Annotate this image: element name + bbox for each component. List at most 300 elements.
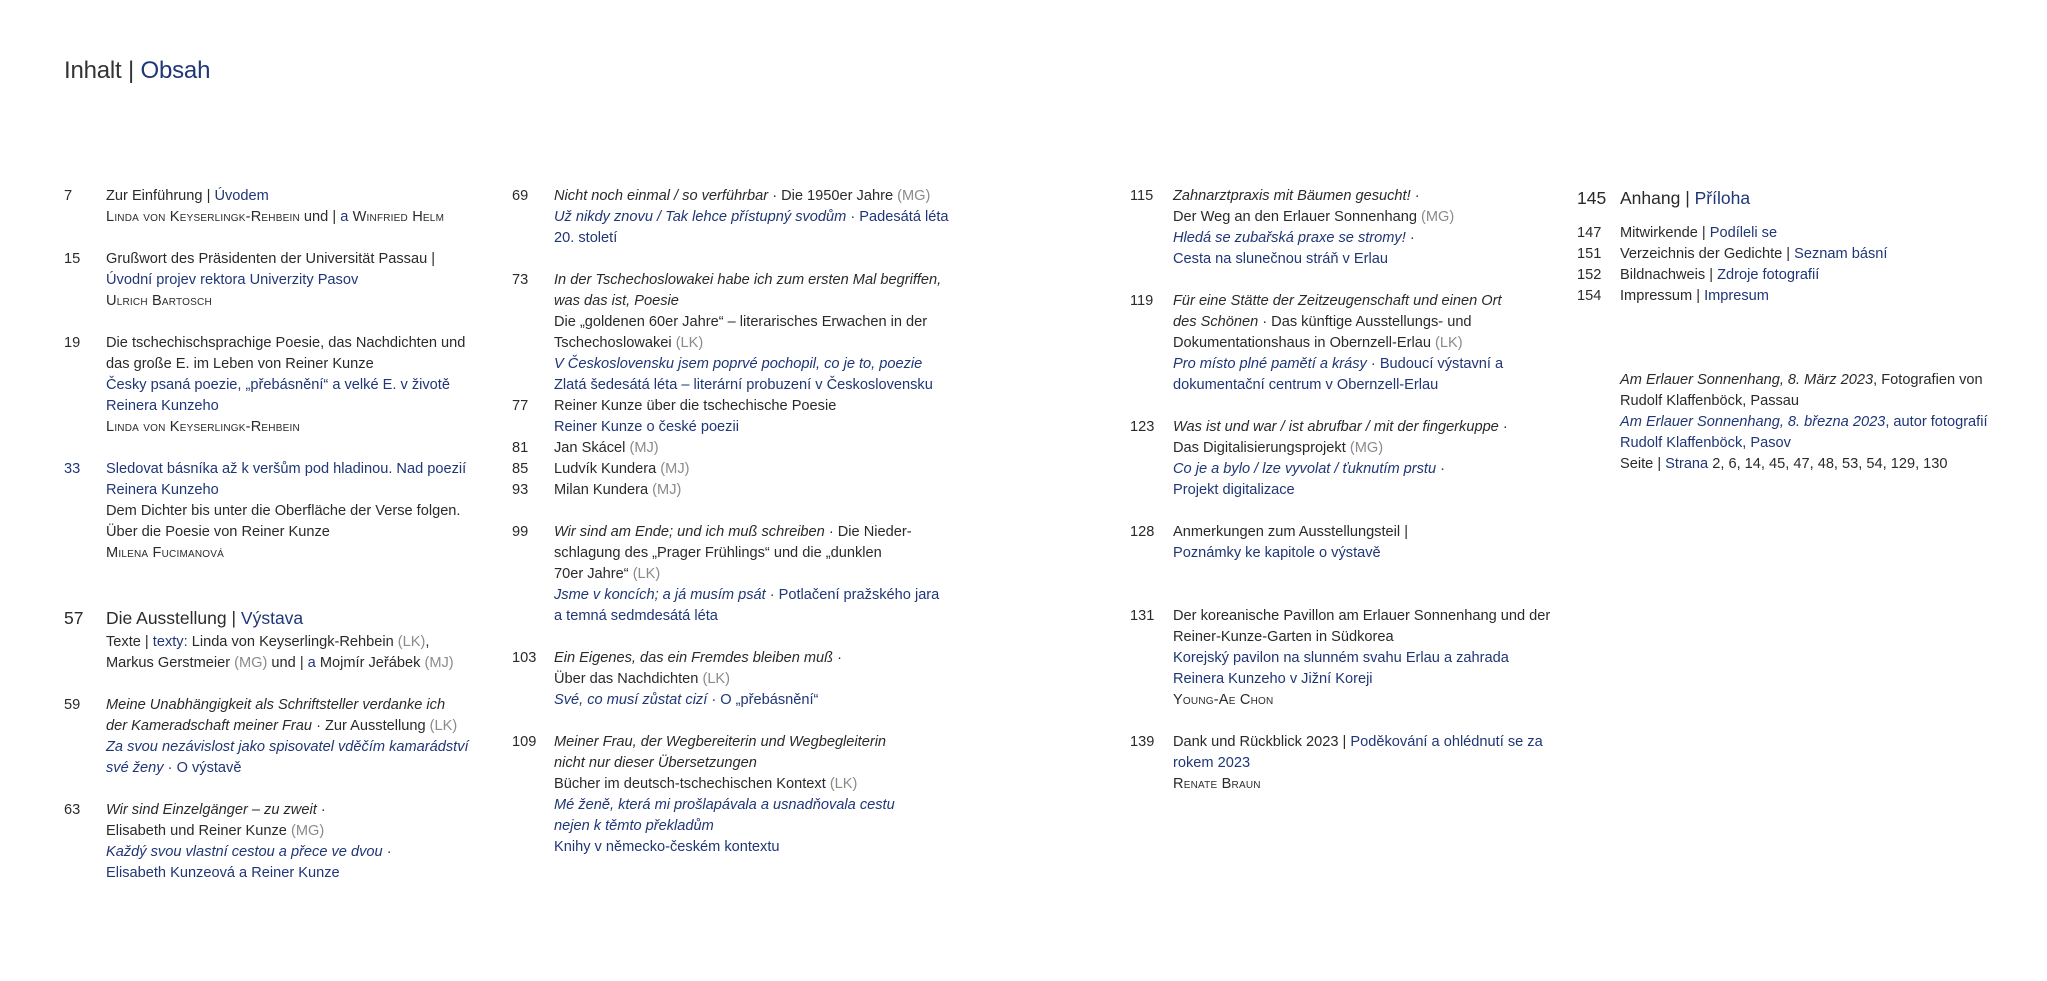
entry-text: [554, 648, 949, 711]
german-text: Reiner Kunze über die tschechische Poesie: [554, 398, 837, 414]
toc-column-2: [512, 186, 949, 858]
spacer: [1577, 212, 1988, 223]
german-text: In der Tschechoslowakei habe ich zum ersten Mal begriffen,: [554, 272, 942, 288]
german-text: ·: [316, 802, 326, 818]
entry-line: [554, 564, 949, 585]
german-text: Bücher im deutsch-tschechischen Kontext: [554, 776, 830, 792]
entry-text: [554, 438, 949, 459]
spacer: [64, 674, 469, 695]
page-number: 69: [512, 188, 529, 204]
entry-text: [106, 186, 469, 228]
entry-line: [1620, 454, 1988, 475]
czech-text: Knihy v německo-českém kontextu: [554, 839, 780, 855]
author-initials: (MJ): [652, 482, 682, 498]
czech-text: své ženy: [106, 760, 164, 776]
page-number: 109: [512, 734, 537, 750]
czech-text: dokumentační centrum v Obernzell-Erlau: [1173, 377, 1439, 393]
czech-text: a: [307, 655, 316, 671]
czech-text: Co je a bylo / lze vyvolat / ťuknutím prstu: [1173, 461, 1437, 477]
german-text: Anmerkungen zum Ausstellungsteil |: [1173, 524, 1408, 540]
entry-line: [1173, 459, 1550, 480]
czech-text: Rudolf Klaffenböck, Pasov: [1620, 435, 1791, 451]
entry-text: [554, 270, 949, 396]
entry-text: [106, 333, 469, 438]
entry-line: [1173, 438, 1550, 459]
german-text: Young-Ae Chon: [1173, 692, 1274, 708]
czech-text: 20. století: [554, 230, 618, 246]
page-number: 103: [512, 650, 537, 666]
german-text: des Schönen: [1173, 314, 1259, 330]
czech-text: · Budoucí výstavní a: [1366, 356, 1504, 372]
author-initials: (MJ): [424, 655, 454, 671]
german-text: Ulrich Bartosch: [106, 293, 212, 309]
czech-text: · Padesátá léta: [846, 209, 949, 225]
spacer: [1130, 501, 1550, 522]
entry-line: [554, 438, 949, 459]
spacer: [512, 249, 949, 270]
author-initials: (MG): [897, 188, 931, 204]
entry-text: [1620, 370, 1988, 475]
german-text: , Fotografien von: [1873, 372, 1983, 388]
czech-text: Za svou nezávislost jako spisovatel vděčím kamarádství: [106, 739, 469, 755]
german-text: das große E. im Leben von Reiner Kunze: [106, 356, 374, 372]
toc-entry: [1577, 223, 1988, 244]
toc-entry: [1130, 417, 1550, 501]
page-title: [64, 57, 210, 85]
german-text: der Kameradschaft meiner Frau: [106, 718, 313, 734]
author-initials: (MG): [234, 655, 268, 671]
entry-line: [1173, 354, 1550, 375]
toc-entry: [512, 522, 949, 627]
page-number: 19: [64, 335, 81, 351]
page-number: 33: [64, 461, 81, 477]
czech-text: Am Erlauer Sonnenhang, 8. března 2023: [1620, 414, 1886, 430]
page-number: 123: [1130, 419, 1155, 435]
author-initials: (MG): [1421, 209, 1455, 225]
czech-text: Reinera Kunzeho: [106, 482, 219, 498]
spacer: [512, 501, 949, 522]
entry-line: [554, 669, 949, 690]
czech-text: Korejský pavilon na slunném svahu Erlau a zahrada: [1173, 650, 1509, 666]
entry-text: [1620, 265, 1988, 286]
spacer: [64, 312, 469, 333]
entry-line: [554, 774, 949, 795]
toc-column-3: [1130, 186, 1550, 795]
german-text: und |: [267, 655, 308, 671]
spacer: [64, 438, 469, 459]
czech-text: a temná sedmdesátá léta: [554, 608, 718, 624]
german-text: Milena Fucimanová: [106, 545, 224, 561]
german-text: Rudolf Klaffenböck, Passau: [1620, 393, 1800, 409]
toc-entry: [1577, 286, 1988, 307]
entry-line: [554, 228, 949, 249]
author-initials: (MG): [1349, 440, 1384, 456]
german-text: schlagung des „Prager Frühlings“ und die „dunklen: [554, 545, 882, 561]
german-text: Meiner Frau, der Wegbereiterin und Wegbegleiterin: [554, 734, 887, 750]
czech-text: Reiner Kunze o české poezii: [554, 419, 739, 435]
german-text: Texte |: [106, 634, 153, 650]
entry-line: [1173, 522, 1550, 543]
entry-text: [106, 800, 469, 884]
czech-text: Mé ženě, která mi prošlapávala a usnadňovala cestu: [554, 797, 895, 813]
german-text: Linda von Keyserlingk-Rehbein: [106, 419, 300, 435]
german-text: Ludvík Kundera: [554, 461, 661, 477]
czech-text: Cesta na slunečnou stráň v Erlau: [1173, 251, 1388, 267]
toc-entry: [512, 732, 949, 858]
czech-text: texty:: [152, 634, 192, 650]
entry-line: [106, 695, 469, 716]
czech-text: Reinera Kunzeho v Jižní Koreji: [1173, 671, 1373, 687]
german-text: und |: [299, 209, 341, 225]
entry-text: [1173, 186, 1550, 270]
czech-text: · O výstavě: [163, 760, 242, 776]
entry-text: [554, 732, 949, 858]
toc-entry: [512, 186, 949, 249]
author-initials: (MJ): [660, 461, 690, 477]
german-text: ,: [425, 634, 430, 650]
german-text: Elisabeth und Reiner Kunze: [106, 823, 291, 839]
entry-line: [554, 522, 949, 543]
german-text: · Das künftige Ausstellungs- und: [1258, 314, 1472, 330]
german-text: Markus Gerstmeier: [106, 655, 235, 671]
german-text: Renate Braun: [1173, 776, 1261, 792]
entry-line: [1173, 375, 1550, 396]
entry-line: [554, 396, 949, 417]
entry-line: [554, 585, 949, 606]
page-number: 81: [512, 440, 529, 456]
toc-entry: [64, 606, 469, 674]
entry-line: [106, 186, 469, 207]
toc-entry: [1130, 732, 1550, 795]
czech-text: Podíleli se: [1709, 225, 1778, 241]
entry-line: [1173, 648, 1550, 669]
entry-line: [106, 249, 469, 270]
czech-text: Hledá se zubařská praxe se stromy!: [1173, 230, 1406, 246]
entry-line: [554, 816, 949, 837]
german-text: Wir sind am Ende; und ich muß schreiben: [554, 524, 825, 540]
entry-line: [554, 270, 949, 291]
german-text: Das Digitalisierungsprojekt: [1173, 440, 1350, 456]
entry-text: [554, 480, 949, 501]
entry-text: [1620, 186, 1988, 212]
german-text: Was ist und war / ist abrufbar / mit der fingerkuppe: [1173, 419, 1499, 435]
toc-entry: [512, 459, 949, 480]
german-text: Am Erlauer Sonnenhang, 8. März 2023: [1620, 372, 1874, 388]
author-initials: (LK): [829, 776, 858, 792]
page-number: 147: [1577, 225, 1602, 241]
czech-text: Poznámky ke kapitole o výstavě: [1173, 545, 1381, 561]
entry-line: [554, 690, 949, 711]
entry-text: [106, 459, 469, 564]
page-number: 139: [1130, 734, 1155, 750]
toc-entry: [64, 459, 469, 564]
toc-entry: [1577, 370, 1988, 475]
spacer: [1577, 307, 1988, 370]
german-text: Dank und Rückblick 2023 |: [1173, 734, 1351, 750]
entry-line: [106, 606, 469, 632]
german-text: 2, 6, 14, 45, 47, 48, 53, 54, 129, 130: [1708, 456, 1948, 472]
title-german: Inhalt: [64, 57, 122, 84]
page-number: 152: [1577, 267, 1602, 283]
entry-line: [106, 333, 469, 354]
author-initials: (LK): [675, 335, 704, 351]
czech-text: V Československu jsem poprvé pochopil, co je to, poezie: [554, 356, 923, 372]
toc-entry: [512, 648, 949, 711]
entry-line: [1620, 223, 1988, 244]
entry-line: [1620, 286, 1988, 307]
entry-text: [1620, 223, 1988, 244]
german-text: Seite |: [1620, 456, 1666, 472]
toc-column-4: [1577, 186, 1988, 475]
page-number: 154: [1577, 288, 1602, 304]
entry-line: [1620, 433, 1988, 454]
author-initials: (LK): [397, 634, 426, 650]
toc-entry: [64, 800, 469, 884]
entry-line: [554, 375, 949, 396]
entry-line: [554, 417, 949, 438]
entry-line: [554, 291, 949, 312]
czech-text: ·: [1405, 230, 1415, 246]
german-text: Der koreanische Pavillon am Erlauer Sonnenhang und der: [1173, 608, 1551, 624]
entry-line: [1173, 291, 1550, 312]
german-text: Reiner-Kunze-Garten in Südkorea: [1173, 629, 1394, 645]
toc-entry: [512, 480, 949, 501]
entry-line: [554, 795, 949, 816]
entry-line: [106, 207, 469, 228]
entry-line: [1173, 417, 1550, 438]
entry-text: [1620, 286, 1988, 307]
toc-entry: [1130, 522, 1550, 564]
entry-text: [1173, 291, 1550, 396]
german-text: Ein Eigenes, das ein Fremdes bleiben muß: [554, 650, 834, 666]
entry-text: [554, 522, 949, 627]
czech-text: , autor fotografií: [1885, 414, 1988, 430]
entry-line: [106, 653, 469, 674]
entry-line: [1173, 543, 1550, 564]
page-number: 93: [512, 482, 529, 498]
entry-line: [106, 737, 469, 758]
title-separator: |: [121, 57, 141, 84]
spacer: [1130, 564, 1550, 606]
czech-text: Jsme v koncích; a já musím psát: [554, 587, 766, 603]
czech-text: Elisabeth Kunzeová a Reiner Kunze: [106, 865, 340, 881]
entry-line: [106, 291, 469, 312]
entry-line: [1620, 186, 1988, 212]
czech-text: Impresum: [1704, 288, 1769, 304]
entry-line: [106, 800, 469, 821]
german-text: Die tschechischsprachige Poesie, das Nachdichten und: [106, 335, 466, 351]
german-text: · Die 1950er Jahre: [768, 188, 898, 204]
entry-line: [1173, 669, 1550, 690]
spacer: [1130, 711, 1550, 732]
entry-line: [554, 648, 949, 669]
spacer: [64, 564, 469, 606]
entry-text: [106, 249, 469, 312]
czech-text: Projekt digitalizace: [1173, 482, 1295, 498]
entry-line: [554, 312, 949, 333]
spacer: [1130, 396, 1550, 417]
czech-text: Seznam básní: [1794, 246, 1888, 262]
page-number: 145: [1577, 188, 1607, 208]
entry-line: [1620, 244, 1988, 265]
page-number: 15: [64, 251, 81, 267]
german-text: · Zur Ausstellung: [312, 718, 430, 734]
czech-text: Úvodem: [214, 188, 269, 204]
czech-text: ·: [1436, 461, 1446, 477]
author-initials: (LK): [429, 718, 458, 734]
czech-text: Zlatá šedesátá léta – literární probuzení v Československu: [554, 377, 933, 393]
german-text: was das ist, Poesie: [554, 293, 679, 309]
entry-line: [106, 863, 469, 884]
entry-text: [1173, 417, 1550, 501]
entry-line: [1173, 312, 1550, 333]
german-text: Winfried Helm: [348, 209, 445, 225]
toc-entry: [512, 438, 949, 459]
entry-line: [106, 417, 469, 438]
toc-entry: [1577, 244, 1988, 265]
entry-text: [1620, 244, 1988, 265]
toc-entry: [1577, 186, 1988, 212]
german-text: ·: [833, 650, 842, 666]
czech-text: · O „přebásnění“: [707, 692, 819, 708]
author-initials: (MG): [290, 823, 325, 839]
page-number: 63: [64, 802, 81, 818]
entry-line: [554, 606, 949, 627]
author-initials: (MJ): [629, 440, 659, 456]
toc-entry: [1577, 265, 1988, 286]
czech-text: · Potlačení pražského jara: [765, 587, 940, 603]
german-text: Tschechoslowakei: [554, 335, 676, 351]
entry-line: [106, 522, 469, 543]
entry-line: [1173, 732, 1550, 753]
toc-entry: [64, 333, 469, 438]
page-number: 99: [512, 524, 529, 540]
spacer: [64, 779, 469, 800]
czech-text: Své, co musí zůstat cizí: [554, 692, 708, 708]
author-initials: (LK): [702, 671, 731, 687]
entry-line: [1620, 412, 1988, 433]
entry-line: [554, 480, 949, 501]
german-text: 70er Jahre“: [554, 566, 633, 582]
entry-line: [1173, 753, 1550, 774]
german-text: Linda von Keyserlingk-Rehbein: [106, 209, 300, 225]
spacer: [1130, 270, 1550, 291]
entry-line: [554, 354, 949, 375]
entry-line: [106, 842, 469, 863]
czech-text: Příloha: [1694, 188, 1751, 208]
page-number: 151: [1577, 246, 1602, 262]
german-text: · Die Nieder-: [824, 524, 912, 540]
german-text: Dem Dichter bis unter die Oberfläche der Verse folgen.: [106, 503, 461, 519]
page-number: 128: [1130, 524, 1155, 540]
entry-line: [1173, 774, 1550, 795]
german-text: Bildnachweis |: [1620, 267, 1718, 283]
page-number: 131: [1130, 608, 1155, 624]
entry-line: [1173, 186, 1550, 207]
german-text: Zur Einführung |: [106, 188, 215, 204]
german-text: Linda von Keyserlingk-Rehbein: [191, 634, 398, 650]
entry-line: [106, 480, 469, 501]
entry-line: [106, 270, 469, 291]
czech-text: Zdroje fotografií: [1717, 267, 1820, 283]
german-text: Über das Nachdichten: [554, 671, 703, 687]
entry-line: [1173, 228, 1550, 249]
german-text: Milan Kundera: [554, 482, 653, 498]
german-text: Mojmír Jeřábek: [315, 655, 425, 671]
german-text: Zahnarztpraxis mit Bäumen gesucht!: [1173, 188, 1411, 204]
czech-text: a: [340, 209, 349, 225]
entry-line: [554, 333, 949, 354]
entry-line: [554, 459, 949, 480]
czech-text: Strana: [1665, 456, 1709, 472]
czech-text: nejen k těmto překladům: [554, 818, 714, 834]
entry-line: [554, 732, 949, 753]
entry-line: [106, 459, 469, 480]
german-text: Die Ausstellung |: [106, 608, 241, 628]
entry-text: [554, 186, 949, 249]
entry-line: [1173, 249, 1550, 270]
entry-line: [1620, 370, 1988, 391]
author-initials: (LK): [1435, 335, 1463, 351]
german-text: Jan Skácel: [554, 440, 630, 456]
entry-line: [106, 354, 469, 375]
entry-line: [106, 375, 469, 396]
czech-text: Výstava: [240, 608, 304, 628]
german-text: Impressum |: [1620, 288, 1705, 304]
entry-line: [106, 501, 469, 522]
czech-text: ·: [382, 844, 392, 860]
spacer: [64, 228, 469, 249]
toc-entry: [64, 695, 469, 779]
toc-entry: [512, 396, 949, 438]
entry-line: [106, 632, 469, 653]
czech-text: rokem 2023: [1173, 755, 1251, 771]
spacer: [512, 711, 949, 732]
german-text: ·: [1498, 419, 1508, 435]
page-number: 59: [64, 697, 81, 713]
german-text: Verzeichnis der Gedichte |: [1620, 246, 1795, 262]
entry-line: [1173, 333, 1550, 354]
german-text: nicht nur dieser Übersetzungen: [554, 755, 757, 771]
entry-line: [1620, 265, 1988, 286]
page-number: 73: [512, 272, 529, 288]
page-number: 115: [1130, 188, 1154, 204]
author-initials: (LK): [632, 566, 661, 582]
entry-text: [106, 695, 469, 779]
entry-line: [1173, 690, 1550, 711]
entry-text: [554, 459, 949, 480]
entry-line: [554, 543, 949, 564]
page-number: 119: [1130, 293, 1154, 309]
entry-text: [1173, 522, 1550, 564]
czech-text: Pro místo plné pamětí a krásy: [1173, 356, 1367, 372]
entry-text: [554, 396, 949, 438]
entry-line: [1173, 627, 1550, 648]
page-number: 7: [64, 188, 73, 204]
toc-entry: [1130, 291, 1550, 396]
page-number: 85: [512, 461, 529, 477]
entry-line: [106, 716, 469, 737]
entry-text: [106, 606, 469, 674]
toc-entry: [1130, 186, 1550, 270]
german-text: Wir sind Einzelgänger – zu zweit: [106, 802, 317, 818]
page-number: 77: [512, 398, 529, 414]
toc-entry: [1130, 606, 1550, 711]
czech-text: Reinera Kunzeho: [106, 398, 219, 414]
toc-entry: [64, 186, 469, 228]
german-text: Meine Unabhängigkeit als Schriftsteller verdanke ich: [106, 697, 446, 713]
page-number: 57: [64, 608, 84, 628]
